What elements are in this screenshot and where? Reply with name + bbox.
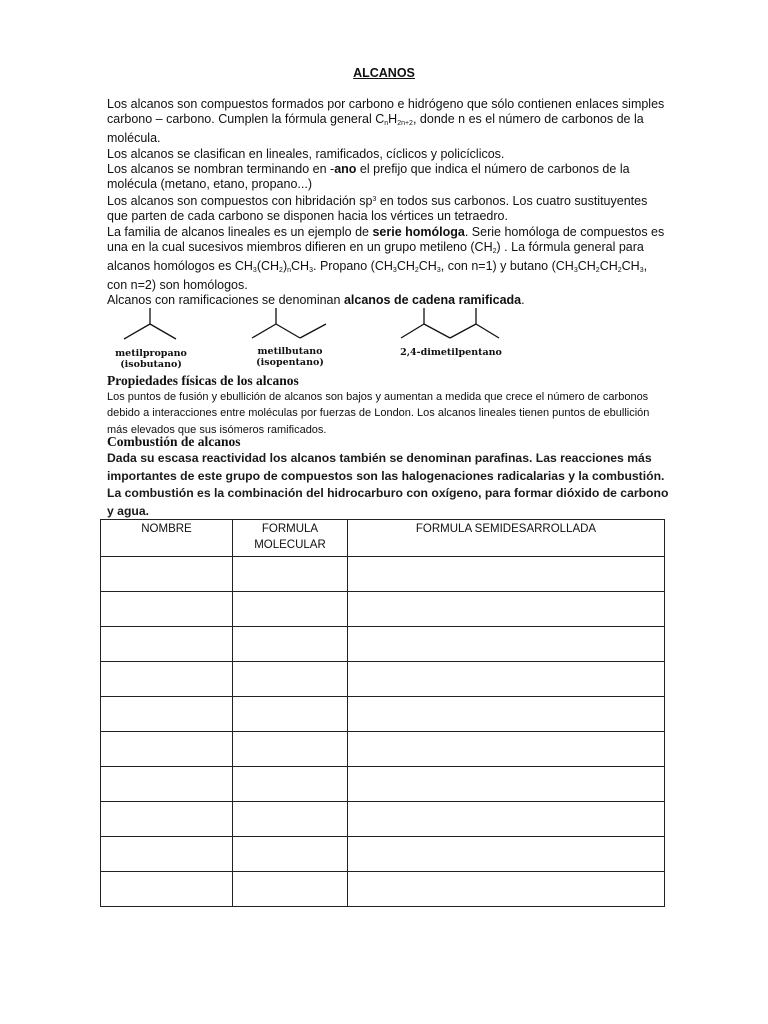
intro-text <box>107 97 667 309</box>
dimethylpentane-structure <box>398 306 502 346</box>
cell-name[interactable] <box>101 872 233 907</box>
cell-name[interactable] <box>101 662 233 697</box>
intro-paragraph-naming: Los alcanos se nombran terminando en -ano el prefijo que indica el número de carbonos de la molécula (metano, etano, propano...) <box>107 161 630 192</box>
table-row <box>101 732 665 767</box>
cell-semideveloped-formula[interactable] <box>348 837 665 872</box>
isobutane-label: metilpropano (isobutano) <box>115 348 187 370</box>
table-row <box>101 802 665 837</box>
cell-molecular-formula[interactable] <box>233 557 348 592</box>
cell-name[interactable] <box>101 767 233 802</box>
physical-properties-heading: Propiedades físicas de los alcanos <box>107 373 299 388</box>
dimethylpentane-label: 2,4-dimetilpentano <box>400 347 502 358</box>
table-row <box>101 592 665 627</box>
cell-molecular-formula[interactable] <box>233 837 348 872</box>
cell-semideveloped-formula[interactable] <box>348 767 665 802</box>
cell-semideveloped-formula[interactable] <box>348 557 665 592</box>
table-header-row <box>101 520 665 557</box>
intro-paragraph-branched: Alcanos con ramificaciones se denominan alcanos de cadena ramificada. <box>107 293 525 308</box>
cell-name[interactable] <box>101 592 233 627</box>
cell-name[interactable] <box>101 697 233 732</box>
cell-name[interactable] <box>101 802 233 837</box>
cell-semideveloped-formula[interactable] <box>348 697 665 732</box>
cell-name[interactable] <box>101 557 233 592</box>
isopentane-label: metilbutano (isopentano) <box>256 346 324 368</box>
header-molecular-formula: FORMULA MOLECULAR <box>233 520 348 557</box>
header-semideveloped-formula: FORMULA SEMIDESARROLLADA <box>348 520 665 557</box>
table-row <box>101 662 665 697</box>
page-title: ALCANOS <box>353 66 415 80</box>
cell-molecular-formula[interactable] <box>233 872 348 907</box>
cell-molecular-formula[interactable] <box>233 802 348 837</box>
table-row <box>101 557 665 592</box>
combustion-heading: Combustión de alcanos <box>107 434 241 449</box>
cell-semideveloped-formula[interactable] <box>348 592 665 627</box>
cell-semideveloped-formula[interactable] <box>348 662 665 697</box>
alkanes-table <box>100 519 665 907</box>
table-row <box>101 627 665 662</box>
intro-paragraph-formula: Los alcanos son compuestos formados por carbono e hidrógeno que sólo contienen enlaces simples carbono – carbono. Cumplen la fórmula general $C_nH_{2n+2}$, donde n es el número de carbonos de la molécula. <box>107 97 665 146</box>
intro-paragraph-classification: Los alcanos se clasifican en lineales, ramificados, cíclicos y policíclicos. <box>107 146 505 161</box>
isobutane-structure <box>118 306 188 346</box>
cell-semideveloped-formula[interactable] <box>348 872 665 907</box>
cell-name[interactable] <box>101 732 233 767</box>
intro-paragraph-hybridization: Los alcanos son compuestos con hibridación $sp^3$ en todos sus carbonos. Los cuatro sustituyentes que parten de cada carbono se disponen hacia los vértices un tetraedro. <box>107 194 648 224</box>
cell-semideveloped-formula[interactable] <box>348 802 665 837</box>
cell-name[interactable] <box>101 837 233 872</box>
cell-molecular-formula[interactable] <box>233 627 348 662</box>
cell-molecular-formula[interactable] <box>233 767 348 802</box>
cell-molecular-formula[interactable] <box>233 592 348 627</box>
table-row <box>101 837 665 872</box>
physical-properties-text: Los puntos de fusión y ebullición de alcanos son bajos y aumentan a medida que crece el número de carbonos debido a interacciones entre moléculas por fuerzas de London. Los alcanos lineales tienen puntos de ebullición más elevados que sus isómeros ramificados. <box>107 391 650 436</box>
table-row <box>101 697 665 732</box>
cell-semideveloped-formula[interactable] <box>348 732 665 767</box>
combustion-text: Dada su escasa reactividad los alcanos también se denominan parafinas. Las reacciones más importantes de este grupo de compuestos son las halogenaciones radicalarias y la combustión. La combustión es la combinación del hidrocarburo con oxígeno, para formar dióxido de carbono y agua. <box>107 451 669 518</box>
cell-name[interactable] <box>101 627 233 662</box>
table-row <box>101 767 665 802</box>
cell-semideveloped-formula[interactable] <box>348 627 665 662</box>
skeletal-structures <box>0 300 768 375</box>
header-name: NOMBRE <box>101 520 233 557</box>
isopentane-structure <box>248 306 333 346</box>
cell-molecular-formula[interactable] <box>233 697 348 732</box>
cell-molecular-formula[interactable] <box>233 732 348 767</box>
table-row <box>101 872 665 907</box>
cell-molecular-formula[interactable] <box>233 662 348 697</box>
table-body <box>101 557 665 907</box>
intro-paragraph-homologous: La familia de alcanos lineales es un ejemplo de serie homóloga. Serie homóloga de compuestos es una en la cual sucesivos miembros difieren en un grupo metileno $(CH_2)$ . La fórmula general para alcanos homólogos es $CH_3(CH_2)_nCH_3$. Propano ($CH_3CH_2CH_3$, con n=1) y butano ($CH_3CH_2CH_2CH_3$, con n=2) son homólogos. <box>107 224 665 293</box>
